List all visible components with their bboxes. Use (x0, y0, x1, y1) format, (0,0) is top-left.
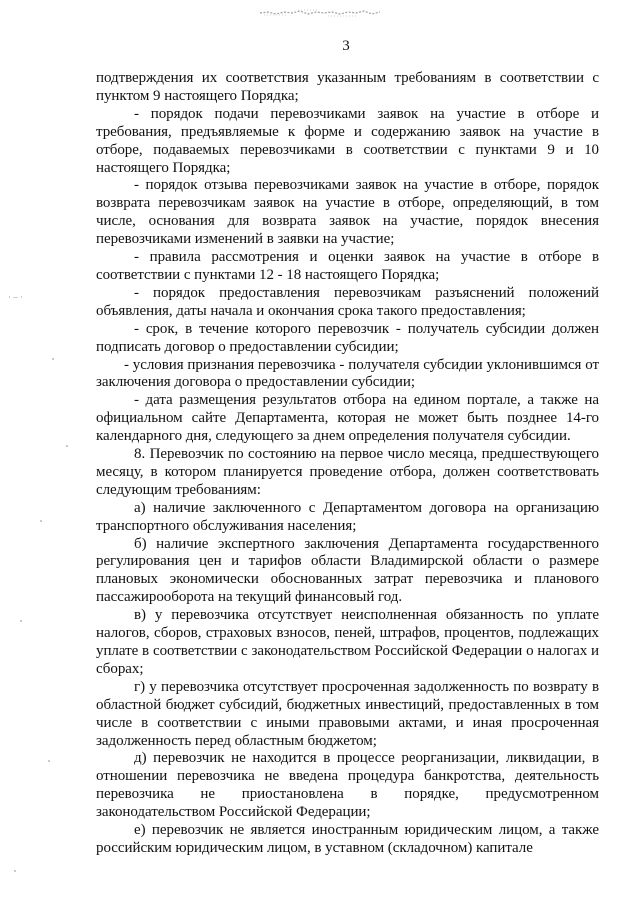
list-item: - порядок отзыва перевозчиками заявок на участие в отборе, порядок возврата перевозчикам заявок на участие в отборе, определяющий, в том числе, основания для возврата заявок на участие, порядок внесения перевозчиками изменений в заявки на участие; (96, 177, 599, 248)
requirement-v: в) у перевозчика отсутствует неисполненная обязанность по уплате налогов, сборов, страховых взносов, пеней, штрафов, процентов, подлежащих уплате в соответствии с законодательством Российской Федерации о налогах и сборах; (96, 607, 599, 677)
page-number: 3 (342, 38, 350, 54)
document-body (96, 70, 599, 858)
list-item: - дата размещения результатов отбора на едином портале, а также на официальном сайте Департамента, которая не может быть позднее 14-го календарного дня, следующего за днем определения получателя субсидии. (96, 392, 599, 445)
margin-mark: · – · (8, 292, 23, 302)
list-item: - порядок подачи перевозчиками заявок на участие в отборе и требования, предъявляемые к форме и содержанию заявок на участие в отборе, подаваемых перевозчиками в соответствии с пунктами 9 и 10 настоящего Порядка; (96, 105, 599, 176)
scan-speck (40, 520, 42, 522)
scan-speck (52, 358, 54, 360)
list-item: - правила рассмотрения и оценки заявок на участие в отборе в соответствии с пунктами 12 - 18 настоящего Порядка; (96, 249, 599, 283)
scan-speck (66, 445, 68, 447)
list-item: - срок, в течение которого перевозчик - получатель субсидии должен подписать договор о предоставлении субсидии; (96, 320, 599, 355)
requirement-e: е) перевозчик не является иностранным юридическим лицом, а также российским юридическим лицом, в уставном (складочном) капитале (96, 822, 599, 856)
scan-speck (48, 760, 50, 762)
list-item: - условия признания перевозчика - получателя субсидии уклонившимся от заключения договора о предоставлении субсидии; (96, 356, 599, 391)
scan-speck (14, 870, 16, 872)
requirement-g: г) у перевозчика отсутствует просроченная задолженность по возврату в областной бюджет субсидий, бюджетных инвестиций, предоставленных в том числе в соответствии с иными правовыми актами, и иная просроченная задолженность перед областным бюджетом; (96, 678, 599, 749)
scan-header-noise (258, 8, 388, 18)
paragraph: подтверждения их соответствия указанным требованиям в соответствии с пунктом 9 настоящего Порядка; (96, 70, 599, 104)
requirement-d: д) перевозчик не находится в процессе реорганизации, ликвидации, в отношении перевозчика не введена процедура банкротства, деятельность перевозчика не приостановлена в порядке, предусмотренном законодательством Российской Федерации; (96, 750, 599, 821)
requirement-b: б) наличие экспертного заключения Департамента государственного регулирования цен и тарифов области Владимирской области о размере плановых экономически обоснованных затрат перевозчика и планового пассажирооборота на текущий финансовый год. (96, 535, 599, 606)
section-8-paragraph: 8. Перевозчик по состоянию на первое число месяца, предшествующего месяцу, в котором планируется проведение отбора, должен соответствовать следующим требованиям: (96, 446, 599, 498)
scan-speck (20, 620, 22, 622)
requirement-a: а) наличие заключенного с Департаментом договора на организацию транспортного обслуживания населения; (96, 499, 599, 534)
list-item: - порядок предоставления перевозчикам разъяснений положений объявления, даты начала и окончания срока такого предоставления; (96, 284, 599, 319)
